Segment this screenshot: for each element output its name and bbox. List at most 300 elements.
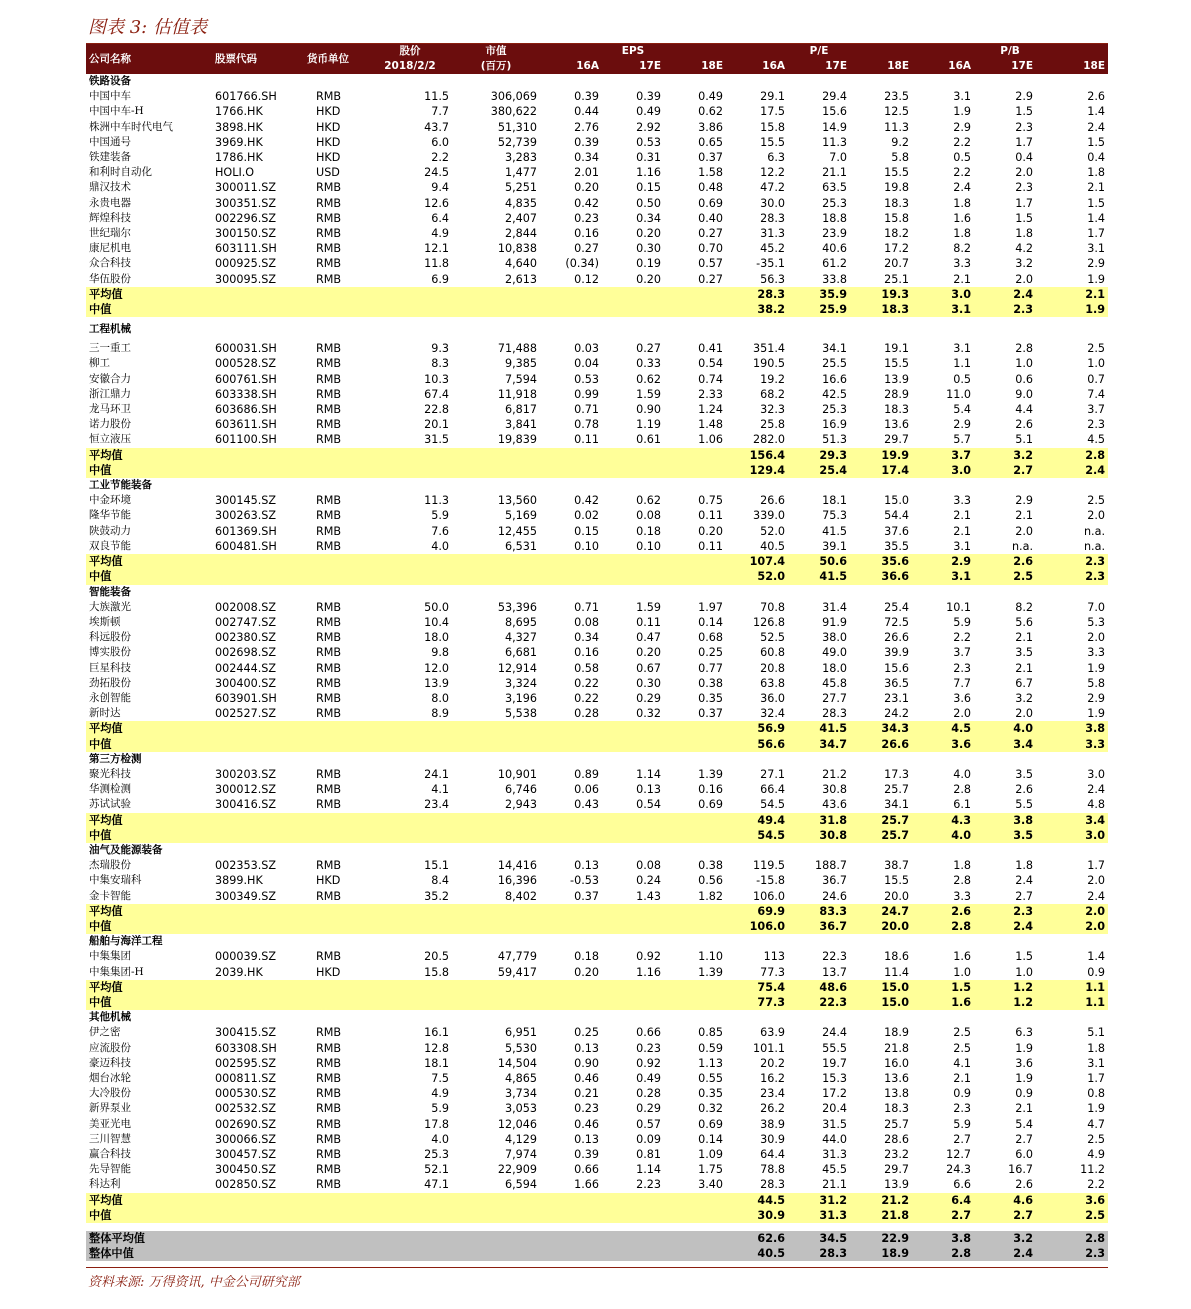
pe-16a: 75.4 [726,980,788,995]
pe-17e: 15.6 [822,105,848,119]
market-cap: 8,695 [504,615,537,629]
currency: HKD [316,135,341,149]
market-cap: 3,324 [504,676,537,690]
pe-17e: 51.3 [822,433,848,447]
currency: RMB [316,211,342,225]
eps-18e: 0.38 [698,676,724,690]
eps-16a: 0.18 [574,950,599,964]
eps-16a: 0.06 [574,783,599,797]
eps-16a: 0.90 [574,1056,599,1070]
pb-17e: 1.2 [974,995,1036,1010]
pe-16a: 40.5 [760,539,786,553]
pe-17e: 41.5 [822,524,848,538]
eps-17e: 1.19 [636,418,661,432]
market-cap: 380,622 [490,105,537,119]
company-name: 铁建装备 [89,151,131,164]
pe-18e: 17.4 [850,463,912,478]
pb-17e: 9.0 [1015,387,1034,401]
eps-18e: 0.74 [698,372,724,386]
eps-17e: 0.18 [636,524,661,538]
pe-16a: 66.4 [760,783,786,797]
eps-18e: 1.97 [698,600,724,614]
pe-16a: 106.0 [753,889,786,903]
summary-label: 中值 [86,569,726,584]
pe-18e: 15.5 [884,357,910,371]
table-row [86,1101,1108,1116]
eps-17e: 2.23 [636,1178,661,1192]
currency: RMB [316,707,342,721]
currency: RMB [316,509,342,523]
pb-18e: 2.8 [1036,1231,1108,1246]
pe-16a: 54.5 [760,798,786,812]
section-title: 智能装备 [89,585,131,598]
pe-18e: 13.6 [884,1072,910,1085]
stock-code: 300263.SZ [215,509,277,523]
price: 2.2 [431,151,449,165]
pb-18e: 1.5 [1087,196,1106,210]
eps-16a: (0.34) [565,257,599,271]
currency: RMB [316,1102,342,1116]
eps-18e: 0.56 [698,874,724,888]
market-cap: 6,594 [504,1178,537,1192]
price: 6.9 [431,272,449,286]
summary-label: 中值 [86,302,726,317]
pe-16a: 32.4 [760,707,786,721]
company-name: 科达利 [89,1178,121,1191]
eps-17e: 1.14 [636,1163,661,1177]
eps-17e: 0.29 [636,691,661,705]
stock-code: 3969.HK [215,135,263,149]
pe-16a: 15.5 [760,135,786,149]
eps-18e: 0.16 [698,783,724,797]
market-cap: 6,531 [504,539,537,553]
pb-17e: n.a. [1011,539,1034,553]
pb-16a: 7.7 [953,676,972,690]
pe-18e: 54.4 [884,509,910,523]
pe-18e: 72.5 [884,615,910,629]
pb-17e: 2.7 [974,1208,1036,1223]
currency: RMB [316,783,342,797]
pb-17e: 2.0 [1015,707,1034,721]
pe-17e: 83.3 [788,904,850,919]
section-row [86,843,1108,858]
pb-17e: 2.6 [1015,783,1034,797]
price: 5.9 [431,509,449,523]
market-cap: 59,417 [497,965,537,979]
company-name: 伊之密 [89,1026,121,1039]
pb-16a: 4.0 [953,767,972,781]
eps-16a: 0.20 [574,965,599,979]
summary-label: 平均值 [86,554,726,569]
pe-17e: 31.3 [788,1208,850,1223]
eps-16a: 0.08 [574,615,599,629]
price: 4.1 [431,783,449,797]
price: 4.0 [431,539,449,553]
pb-17e: 2.7 [974,463,1036,478]
summary-row [86,737,1108,752]
section-title: 第三方检测 [89,752,142,765]
eps-18e: 0.59 [698,1041,724,1055]
pe-16a: 56.9 [726,721,788,736]
currency: RMB [316,1026,342,1040]
pb-17e: 3.2 [1015,257,1034,271]
company-name: 苏试试验 [89,798,131,811]
pe-18e: 21.8 [884,1041,910,1055]
header-mktcap: 市值 [452,44,540,58]
eps-16a: 0.25 [574,1026,599,1040]
pe-16a: 28.3 [760,211,786,225]
pb-17e: 1.9 [1015,1072,1034,1085]
currency: HKD [316,965,341,979]
table-row [86,372,1108,387]
company-name: 华测检测 [89,783,131,796]
price: 15.1 [424,859,449,873]
eps-16a: 0.20 [574,181,599,195]
pe-18e: 19.9 [850,448,912,463]
pe-16a: 17.5 [760,105,786,119]
price: 4.9 [431,227,449,241]
summary-label: 平均值 [86,904,726,919]
summary-row [86,828,1108,843]
figure-title: 图表 3: 估值表 [88,17,207,38]
pe-18e: 15.5 [884,874,910,888]
pb-18e: 3.0 [1087,767,1106,781]
pb-16a: 3.0 [912,463,974,478]
eps-17e: 0.30 [636,242,661,256]
currency: RMB [316,798,342,812]
pb-16a: 3.1 [912,569,974,584]
eps-16a: 0.11 [574,433,599,447]
pe-17e: 41.5 [788,569,850,584]
pe-16a: 30.9 [726,1208,788,1223]
pb-17e: 2.3 [1015,181,1034,195]
eps-18e: 1.13 [698,1056,724,1070]
pb-16a: 12.7 [946,1148,972,1162]
eps-18e: 1.06 [698,433,724,447]
pb-16a: 2.6 [912,904,974,919]
pe-18e: 19.1 [884,342,910,356]
pe-16a: 190.5 [753,357,786,371]
eps-16a: 0.22 [574,676,599,690]
eps-17e: 0.47 [636,631,661,645]
pb-18e: 2.3 [1036,1246,1108,1261]
pb-16a: 6.4 [912,1193,974,1208]
stock-code: 601369.SH [215,524,277,538]
pb-17e: 1.5 [1015,211,1034,225]
eps-18e: 0.62 [698,105,724,119]
pb-18e: 1.0 [1087,357,1106,371]
eps-18e: 0.68 [698,631,724,645]
price: 35.2 [424,889,449,903]
table-row [86,356,1108,371]
company-name: 新界泵业 [89,1102,131,1115]
eps-17e: 0.10 [636,539,661,553]
price: 4.0 [431,1132,449,1146]
table-row [86,1117,1108,1132]
stock-code: 300400.SZ [215,676,277,690]
pb-17e: 2.6 [1015,418,1034,432]
currency: RMB [316,1178,342,1192]
table-row [86,104,1108,119]
pe-17e: 24.6 [822,889,848,903]
pe-17e: 42.5 [822,387,848,401]
header-pe: P/E [726,44,912,58]
stock-code: 002532.SZ [215,1102,277,1116]
pe-16a: 28.3 [760,1178,786,1192]
eps-17e: 0.61 [636,433,661,447]
table-row [86,691,1108,706]
pb-17e: 3.5 [974,828,1036,843]
stock-code: 002444.SZ [215,661,277,675]
summary-label: 平均值 [86,287,726,302]
header-year: 18E [850,58,912,74]
pe-17e: 18.0 [822,661,848,675]
pe-16a: 78.8 [760,1163,786,1177]
table-row [86,539,1108,554]
eps-17e: 0.62 [636,372,661,386]
price: 18.1 [424,1056,449,1070]
pe-17e: 25.4 [788,463,850,478]
pb-17e: 0.4 [1015,151,1034,165]
eps-17e: 0.20 [636,272,661,286]
pb-18e: 0.4 [1087,151,1106,165]
price: 17.8 [424,1117,449,1131]
pe-18e: 25.7 [850,828,912,843]
summary-label: 中值 [86,463,726,478]
eps-16a: 2.76 [574,120,599,134]
pe-17e: 29.3 [788,448,850,463]
pb-16a: 2.2 [953,135,972,149]
price: 4.9 [431,1087,449,1101]
pb-17e: 6.3 [1015,1026,1034,1040]
table-row [86,256,1108,271]
eps-17e: 0.28 [636,1087,661,1101]
pe-17e: 21.1 [822,166,848,180]
pb-16a: 4.0 [912,828,974,843]
table-body [86,74,1108,1261]
pb-17e: 2.0 [1015,272,1034,286]
pb-17e: 2.7 [1015,889,1034,903]
company-name: 双良节能 [89,539,131,552]
pe-17e: 17.2 [822,1087,848,1101]
table-row [86,889,1108,904]
stock-code: 002698.SZ [215,646,277,660]
market-cap: 3,196 [504,691,537,705]
pb-16a: 0.9 [953,1087,972,1101]
company-name: 永创智能 [89,691,131,704]
pb-16a: 1.1 [953,357,972,371]
pe-17e: 14.9 [822,120,848,134]
section-title: 船舶与海洋工程 [89,935,163,948]
pe-18e: 36.6 [850,569,912,584]
pe-17e: 16.6 [822,372,848,386]
price: 12.8 [424,1041,449,1055]
pe-16a: 339.0 [753,509,786,523]
market-cap: 5,538 [504,707,537,721]
market-cap: 11,918 [497,387,537,401]
pe-16a: -15.8 [756,874,786,888]
market-cap: 19,839 [497,433,537,447]
price: 47.1 [424,1178,449,1192]
pb-16a: 6.1 [953,798,972,812]
pe-17e: 31.8 [788,813,850,828]
pb-18e: 4.8 [1087,798,1106,812]
currency: RMB [316,196,342,210]
pb-18e: 1.7 [1087,227,1106,241]
summary-label: 平均值 [86,1193,726,1208]
company-name: 中集集团 [89,950,131,963]
market-cap: 71,488 [497,342,537,356]
eps-17e: 1.59 [636,600,661,614]
price: 8.4 [431,874,449,888]
company-name: 大族激光 [89,600,131,613]
stock-code: 300416.SZ [215,798,277,812]
eps-18e: 0.75 [698,494,724,508]
pb-16a: 2.8 [953,874,972,888]
pe-17e: 43.6 [822,798,848,812]
pb-17e: 2.0 [1015,166,1034,180]
price: 8.3 [431,357,449,371]
pb-16a: 1.9 [953,105,972,119]
pb-16a: 3.3 [953,889,972,903]
table-row [86,1071,1108,1086]
currency: RMB [316,661,342,675]
section-title: 工程机械 [89,322,131,335]
pe-18e: 39.9 [884,646,910,660]
pb-17e: 2.3 [974,904,1036,919]
pe-18e: 15.8 [884,211,910,225]
stock-code: 300012.SZ [215,783,277,797]
stock-code: 300457.SZ [215,1148,277,1162]
company-name: 龙马环卫 [89,403,131,416]
eps-18e: 0.20 [698,524,724,538]
pe-18e: 15.6 [884,661,910,675]
pb-17e: 4.0 [974,721,1036,736]
stock-code: 1766.HK [215,105,263,119]
pe-16a: 56.3 [760,272,786,286]
pe-16a: 52.5 [760,631,786,645]
currency: HKD [316,874,341,888]
header-year: 17E [602,58,664,74]
eps-16a: 0.34 [574,631,599,645]
eps-18e: 0.57 [698,257,724,271]
header-year: 17E [788,58,850,74]
section-row [86,752,1108,767]
pe-18e: 35.5 [884,539,910,553]
pe-17e: 30.8 [788,828,850,843]
price: 11.5 [424,90,449,104]
source-note: 资料来源: 万得资讯, 中金公司研究部 [88,1275,300,1291]
pb-16a: 1.6 [912,995,974,1010]
price: 22.8 [424,403,449,417]
pe-16a: 27.1 [760,767,786,781]
company-name: 康尼机电 [89,242,131,255]
pe-16a: 12.2 [760,166,786,180]
table-row [86,661,1108,676]
pb-17e: 3.8 [974,813,1036,828]
eps-16a: 0.34 [574,151,599,165]
eps-17e: 0.34 [636,211,661,225]
section-row [86,74,1108,89]
eps-17e: 0.29 [636,1102,661,1116]
pb-17e: 2.9 [1015,90,1034,104]
pb-18e: 1.4 [1087,105,1106,119]
pe-17e: 34.7 [788,737,850,752]
pb-18e: 0.8 [1087,1087,1106,1101]
price: 10.3 [424,372,449,386]
pb-17e: 2.5 [974,569,1036,584]
pe-17e: 15.3 [822,1072,848,1085]
pe-16a: 156.4 [726,448,788,463]
eps-16a: 0.71 [574,600,599,614]
currency: RMB [316,242,342,256]
pe-18e: 15.0 [884,494,910,508]
currency: RMB [316,90,342,104]
pe-16a: 6.3 [767,151,786,165]
price: 9.4 [431,181,449,195]
pe-16a: 25.8 [760,418,786,432]
eps-16a: 0.13 [574,859,599,873]
eps-16a: 0.10 [574,539,599,553]
pb-18e: 1.9 [1036,302,1108,317]
currency: RMB [316,372,342,386]
eps-18e: 0.35 [698,691,724,705]
pb-16a: 3.1 [953,342,972,356]
pe-18e: 23.5 [884,90,910,104]
stock-code: 603611.SH [215,418,277,432]
pb-18e: 2.4 [1087,783,1106,797]
pe-18e: 20.0 [850,919,912,934]
price: 16.1 [424,1026,449,1040]
market-cap: 9,385 [504,357,537,371]
currency: RMB [316,1056,342,1070]
price: 52.1 [424,1163,449,1177]
eps-18e: 1.82 [698,889,724,903]
table-row [86,706,1108,721]
table-row [86,1162,1108,1177]
pb-16a: 2.1 [953,524,972,538]
price: 7.6 [431,524,449,538]
eps-18e: 0.38 [698,859,724,873]
pe-16a: 119.5 [753,859,786,873]
pe-17e: 16.9 [822,418,848,432]
currency: RMB [316,1148,342,1162]
pb-18e: 11.2 [1080,1163,1106,1177]
pb-17e: 6.0 [1015,1148,1034,1162]
pb-17e: 3.4 [974,737,1036,752]
pb-18e: 1.7 [1087,859,1106,873]
pe-16a: 106.0 [726,919,788,934]
pb-18e: 1.1 [1036,995,1108,1010]
pe-16a: 20.8 [760,661,786,675]
summary-row [86,980,1108,995]
table-row [86,615,1108,630]
pb-17e: 3.2 [1015,691,1034,705]
section-title: 其他机械 [89,1011,131,1024]
company-name: 华伍股份 [89,272,131,285]
eps-18e: 1.24 [698,403,724,417]
pe-17e: 48.6 [788,980,850,995]
stock-code: 300150.SZ [215,227,277,241]
eps-18e: 1.39 [698,767,724,781]
pe-16a: 44.5 [726,1193,788,1208]
pb-16a: 1.8 [953,196,972,210]
pb-16a: 5.7 [953,433,972,447]
pe-17e: 41.5 [788,721,850,736]
market-cap: 53,396 [497,600,537,614]
eps-18e: 0.69 [698,1117,724,1131]
table-row [86,387,1108,402]
